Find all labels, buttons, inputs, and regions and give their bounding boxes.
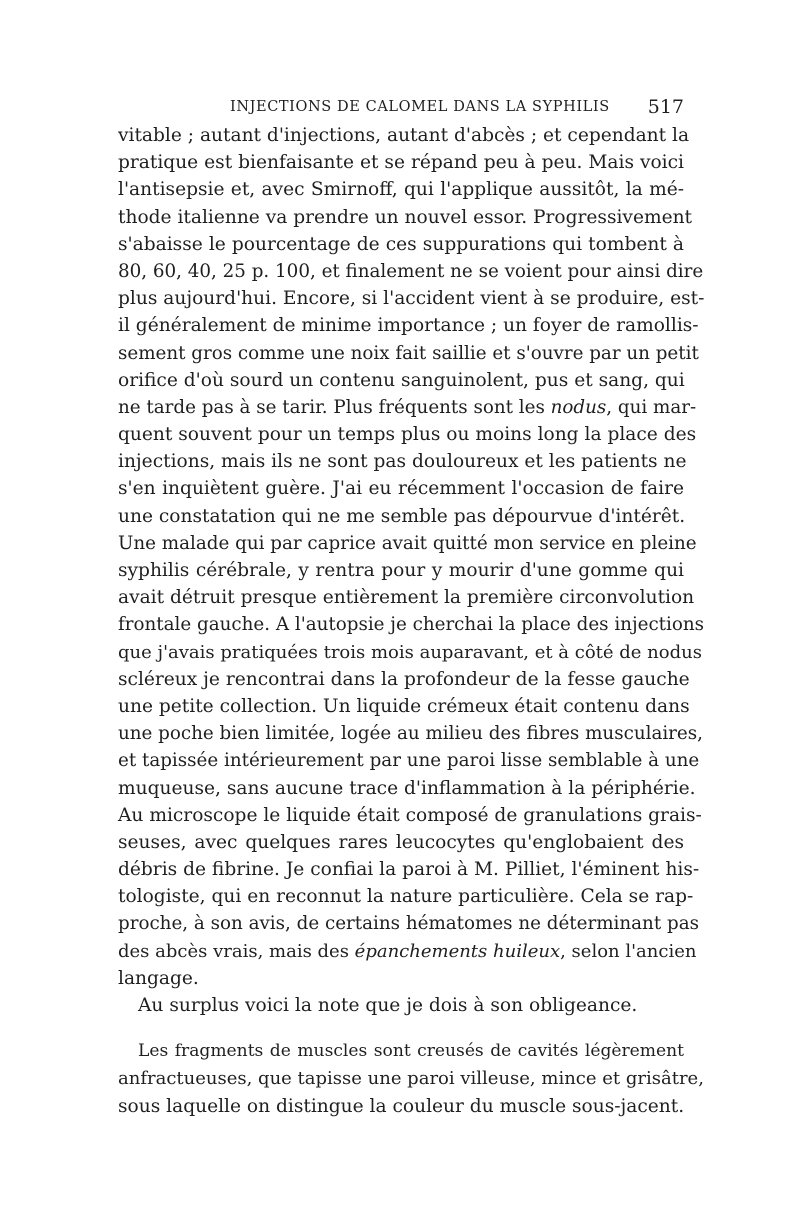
text-line: une poche bien limitée, logée au milieu des fibres musculaires, — [118, 723, 703, 745]
text-line: plus aujourd'hui. Encore, si l'accident vient à se produire, est- — [118, 288, 705, 310]
quote-line: anfractueuses, que tapisse une paroi villeuse, mince et grisâtre, — [118, 1068, 704, 1090]
text-line: s'en inquiètent guère. J'ai eu récemment l'occasion de faire — [118, 478, 684, 500]
quote-line: sous laquelle on distingue la couleur du muscle sous-jacent. — [118, 1095, 685, 1117]
text-line: thode italienne va prendre un nouvel essor. Progressivement — [118, 206, 693, 228]
text-line: Une malade qui par caprice avait quitté mon service en pleine — [118, 532, 697, 554]
text-line: une petite collection. Un liquide crémeux était contenu dans — [118, 695, 690, 717]
body-text — [118, 122, 705, 1120]
text-line: il généralement de minime importance ; un foyer de ramollis- — [118, 315, 699, 337]
text-line: pratique est bienfaisante et se répand peu à peu. Mais voici — [118, 152, 684, 174]
text-line: 80, 60, 40, 25 p. 100, et finalement ne se voient pour ainsi dire — [118, 260, 704, 282]
italic-term-nodus: nodus — [550, 396, 607, 418]
text-line: tologiste, qui en reconnut la nature particulière. Cela se rap- — [118, 886, 694, 908]
text-line: s'abaisse le pourcentage de ces suppurations qui tombent à — [118, 233, 684, 255]
text-line: une constatation qui ne me semble pas dépourvue d'intérêt. — [118, 505, 686, 527]
text-segment: , selon l'ancien — [560, 940, 697, 962]
text-line: syphilis cérébrale, y rentra pour y mourir d'une gomme qui — [118, 560, 684, 581]
text-line: langage. — [118, 967, 199, 989]
italic-term-epanchements: épanchements huileux — [354, 940, 561, 962]
text-line: avait détruit presque entièrement la première circonvolution — [118, 587, 695, 609]
text-line: muqueuse, sans aucune trace d'inflammation à la périphérie. — [118, 777, 696, 799]
text-line: orifice d'où sourd un contenu sanguinolent, pus et sang, qui — [118, 369, 685, 391]
text-line — [118, 394, 697, 421]
text-line: et tapissée intérieurement par une paroi lisse semblable à une — [118, 750, 700, 772]
text-line: quent souvent pour un temps plus ou moins long la place des — [118, 424, 697, 446]
text-line: scléreux je rencontrai dans la profondeur de la fesse gauche — [118, 668, 690, 690]
text-line: vitable ; autant d'injections, autant d'abcès ; et cependant la — [118, 125, 690, 146]
quote-line: Les fragments de muscles sont creusés de cavités légèrement — [138, 1041, 684, 1062]
running-head — [118, 97, 684, 121]
text-segment: des abcès vrais, mais des — [118, 940, 355, 962]
text-line: débris de fibrine. Je confiai la paroi à M. Pilliet, l'éminent his- — [118, 859, 700, 881]
text-line: sement gros comme une noix fait saillie et s'ouvre par un petit — [118, 342, 699, 364]
text-line: que j'avais pratiquées trois mois auparavant, et à côté de nodus — [118, 641, 702, 663]
text-line: Au microscope le liquide était composé de granulations grais- — [118, 804, 702, 826]
text-line: injections, mais ils ne sont pas douloureux et les patients ne — [118, 451, 687, 473]
text-line: Au surplus voici la note que je dois à son obligeance. — [138, 995, 638, 1016]
text-segment: ne tarde pas à se tarir. Plus fréquents sont les — [118, 396, 551, 418]
text-line: seuses, avec quelques rares leucocytes qu'englobaient des — [118, 831, 684, 853]
page-number: 517 — [647, 96, 684, 118]
text-segment: , qui mar- — [606, 396, 697, 418]
text-line — [118, 938, 697, 965]
paragraph-gap — [118, 1019, 684, 1038]
text-line: l'antisepsie et, avec Smirnoff, qui l'applique aussitôt, la mé- — [118, 179, 684, 201]
running-title: INJECTIONS DE CALOMEL DANS LA SYPHILIS — [230, 99, 610, 115]
text-line: proche, à son avis, de certains hématomes ne déterminant pas — [118, 913, 699, 935]
text-line: frontale gauche. A l'autopsie je cherchai la place des injections — [118, 614, 705, 636]
